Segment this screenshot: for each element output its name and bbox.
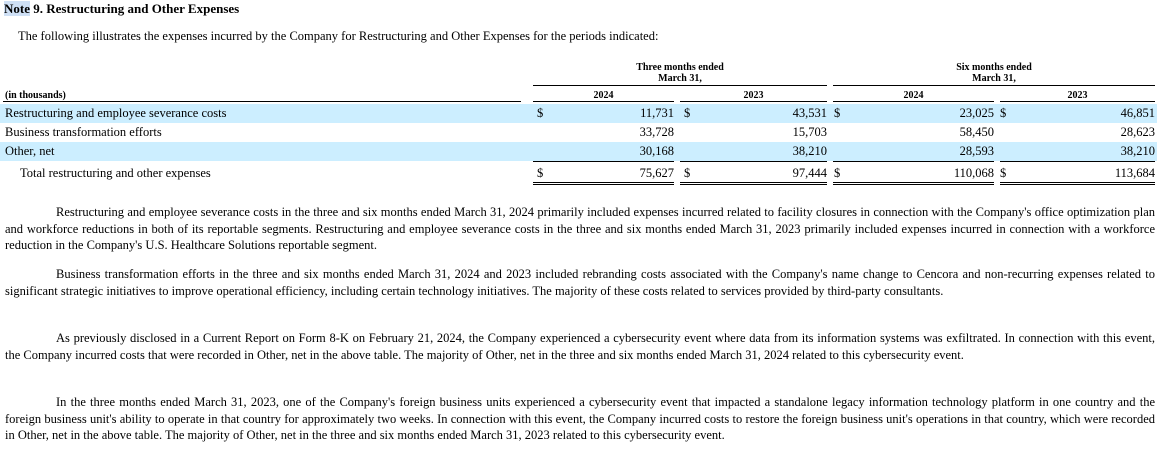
paragraph: As previously disclosed in a Current Report on Form 8-K on February 21, 2024, the Company experienced a cybersecurity event where data from its information systems was exfiltrated. In connection with this event, the Company incurred costs that were recorded in Other, net in the above table. The majority of Other, net in the three and six months ended March 31, 2024 related to this cybersecurity event. xyxy=(5,331,1155,362)
cell-value: 110,068 xyxy=(953,166,994,180)
row-label: Total restructuring and other expenses xyxy=(20,166,211,180)
header-underline xyxy=(833,101,994,102)
row-label: Restructuring and employee severance costs xyxy=(5,106,227,120)
note-title-prefix: Note xyxy=(4,1,30,16)
paragraph: Business transformation efforts in the three and six months ended March 31, 2024 and 2023 included rebranding costs associated with the Company's name change to Cencora and non-recurring expenses related to significant strategic initiatives to improve operational efficiency, including certain technology initiatives. The majority of these costs related to services provided by third-party consultants. xyxy=(5,267,1155,298)
total-double-rule xyxy=(680,182,827,185)
header-underline xyxy=(680,101,827,102)
table-row xyxy=(0,123,1157,142)
cell-value: 43,531 xyxy=(792,106,827,120)
cell-value: 28,593 xyxy=(959,144,994,158)
cell-value: 11,731 xyxy=(640,106,674,120)
cell-value: 58,450 xyxy=(959,125,994,139)
cell-value: 113,684 xyxy=(1114,166,1155,180)
cell-value: 38,210 xyxy=(792,144,827,158)
year-header: 2024 xyxy=(593,90,614,101)
currency-symbol: $ xyxy=(684,106,691,120)
cell-value: 46,851 xyxy=(1120,106,1155,120)
group-header-three-months: Three months ended March 31, xyxy=(636,62,724,84)
note-title xyxy=(4,1,239,17)
total-double-rule xyxy=(1000,182,1155,185)
row-label: Business transformation efforts xyxy=(5,125,162,139)
header-underline xyxy=(3,101,521,102)
currency-symbol: $ xyxy=(684,166,691,180)
cell-value: 23,025 xyxy=(959,106,994,120)
cell-value: 38,210 xyxy=(1120,144,1155,158)
unit-label: (in thousands) xyxy=(5,90,66,101)
row-label: Other, net xyxy=(5,144,55,158)
total-double-rule xyxy=(533,182,674,185)
table-row-total xyxy=(0,164,1157,183)
cell-value: 15,703 xyxy=(792,125,827,139)
currency-symbol: $ xyxy=(834,106,841,120)
year-header: 2023 xyxy=(743,90,764,101)
note-title-rest: 9. Restructuring and Other Expenses xyxy=(30,1,240,16)
year-header: 2024 xyxy=(903,90,924,101)
total-double-rule xyxy=(833,182,994,185)
currency-symbol: $ xyxy=(1000,166,1007,180)
cell-value: 30,168 xyxy=(639,144,674,158)
year-header: 2023 xyxy=(1067,90,1088,101)
currency-symbol: $ xyxy=(1000,106,1007,120)
currency-symbol: $ xyxy=(537,106,544,120)
table-row xyxy=(0,142,1157,161)
cell-value: 75,627 xyxy=(639,166,674,180)
cell-value: 28,623 xyxy=(1120,125,1155,139)
currency-symbol: $ xyxy=(834,166,841,180)
intro-text: The following illustrates the expenses incurred by the Company for Restructuring and Other Expenses for the periods indicated: xyxy=(18,29,659,43)
group-underline xyxy=(533,85,827,86)
header-underline xyxy=(1000,101,1155,102)
currency-symbol: $ xyxy=(537,166,544,180)
cell-value: 97,444 xyxy=(792,166,827,180)
subtotal-rule xyxy=(1000,161,1155,162)
cell-value: 33,728 xyxy=(639,125,674,139)
header-underline xyxy=(533,101,674,102)
table-row xyxy=(0,104,1157,123)
subtotal-rule xyxy=(680,161,827,162)
paragraph: Restructuring and employee severance costs in the three and six months ended March 31, 2024 primarily included expenses incurred related to facility closures in connection with the Company's office optimization plan and workforce reductions in both of its reportable segments. Restructuring and employee severance costs in the three and six months ended March 31, 2023 primarily included expenses incurred in connection with a workforce reduction in the Company's U.S. Healthcare Solutions reportable segment. xyxy=(5,205,1155,252)
group-underline xyxy=(833,85,1155,86)
subtotal-rule xyxy=(833,161,994,162)
group-header-six-months: Six months ended March 31, xyxy=(956,62,1032,84)
paragraph: In the three months ended March 31, 2023, one of the Company's foreign business units experienced a cybersecurity event that impacted a standalone legacy information technology platform in one country and the foreign business unit's ability to operate in that country for approximately two weeks. In connection with this event, the Company incurred costs to restore the foreign business unit's operations in that country, which were recorded in Other, net in the above table. The majority of Other, net in the three and six months ended March 31, 2023 related to this cybersecurity event. xyxy=(5,395,1155,442)
subtotal-rule xyxy=(533,161,674,162)
